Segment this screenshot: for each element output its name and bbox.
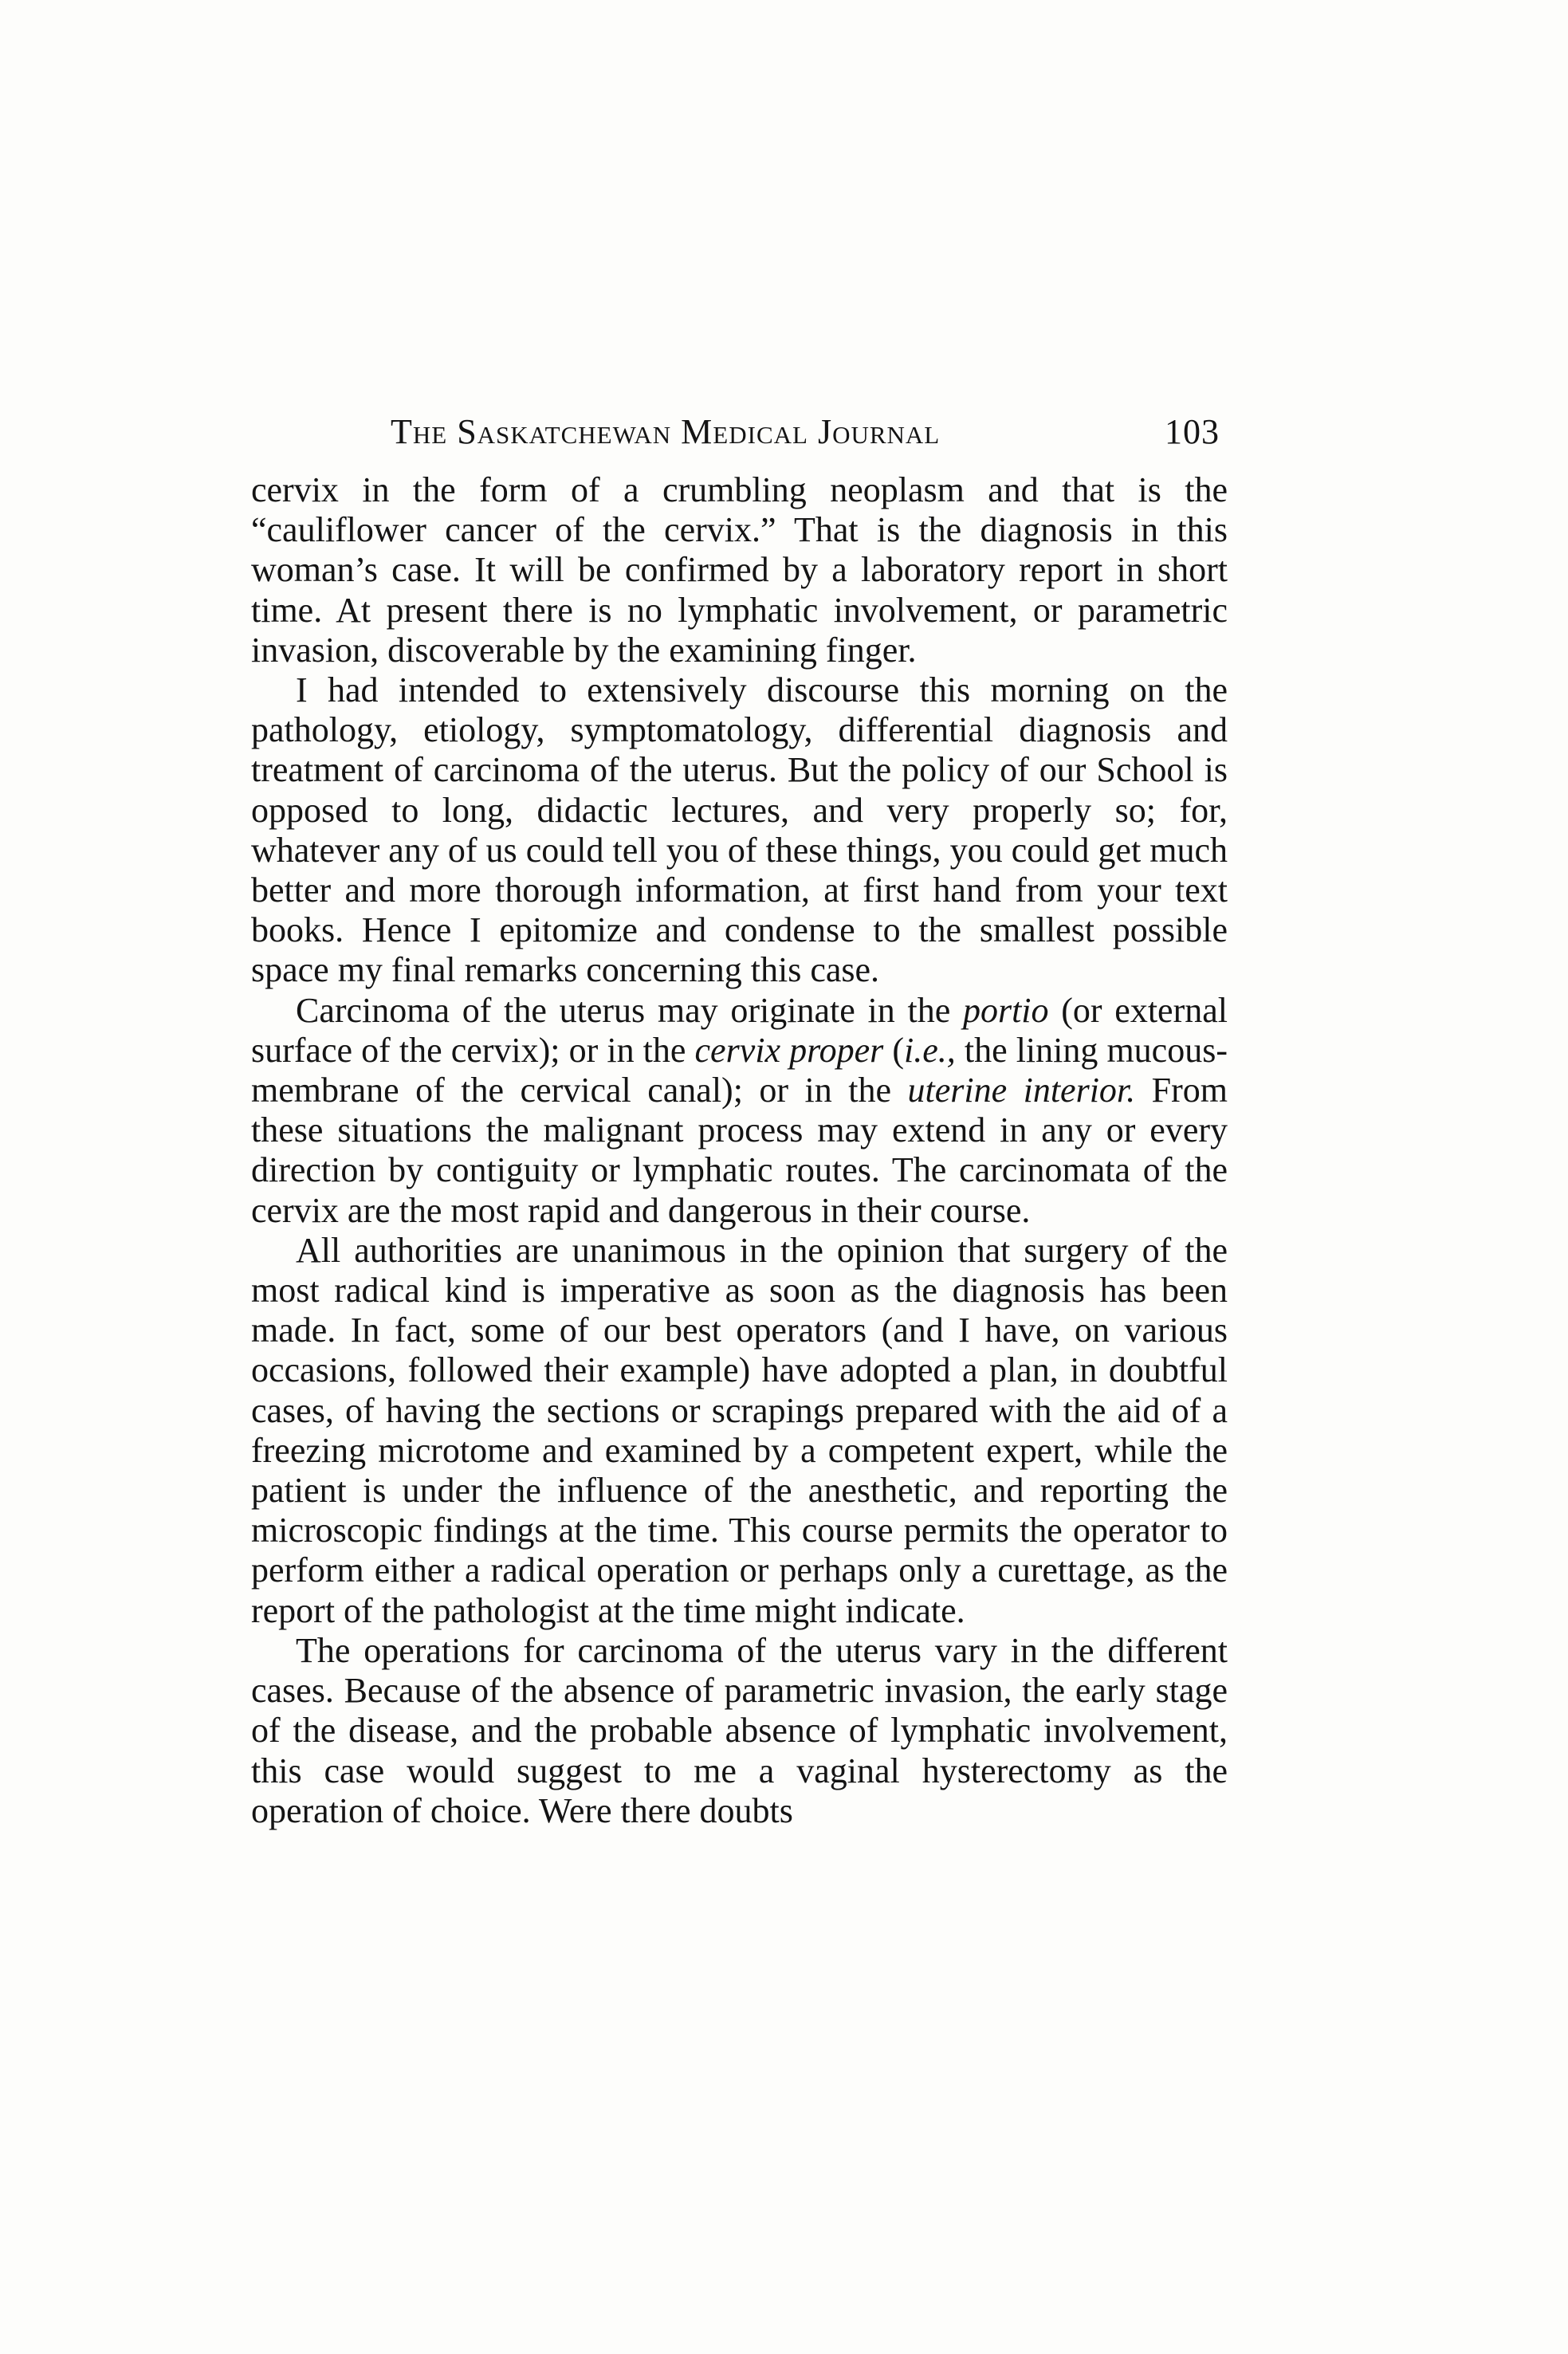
paragraph-3-text-5: From these situations the malignant process may extend in any or every direction by contiguity or lymphatic routes. The carcinomata of the cervix are the most rapid and dangerous in their course.: [251, 1071, 1228, 1230]
paragraph-3: [251, 991, 1228, 1231]
term-uterine-interior: uterine interior.: [907, 1071, 1136, 1110]
paragraph-3-text-2: (or external surface of the cervix); or in the: [251, 990, 1228, 1070]
term-portio: portio: [962, 990, 1049, 1030]
paragraph-3-text-1: Carcinoma of the uterus may originate in the: [296, 990, 963, 1030]
paragraph-2: I had intended to extensively discourse this morning on the pathology, etiology, symptomatology, differential diagnosis and treatment of carcinoma of the uterus. But the policy of our School is opposed to long, didactic lectures, and very properly so; for, whatever any of us could tell you of these things, you could get much better and more thorough information, at first hand from your text books. Hence I epitomize and condense to the smallest possible space my final remarks concerning this case.: [251, 670, 1228, 990]
paragraph-1: cervix in the form of a crumbling neoplasm and that is the “cauliflower cancer of the cervix.” That is the diagnosis in this woman’s case. It will be confirmed by a laboratory report in short time. At present there is no lymphatic involvement, or parametric invasion, discoverable by the examining finger.: [251, 470, 1228, 670]
paragraph-3-text-4: the lining mucous-membrane of the cervical canal); or in the: [251, 1030, 1228, 1110]
journal-title: The Saskatchewan Medical Journal: [391, 412, 941, 451]
paragraph-4: All authorities are unanimous in the opinion that surgery of the most radical kind is imperative as soon as the diagnosis has been made. In fact, some of our best operators (and I have, on various occasions, followed their example) have adopted a plan, in doubtful cases, of having the sections or scrapings prepared with the aid of a freezing microtome and examined by a competent expert, while the patient is under the influence of the anesthetic, and reporting the microscopic findings at the time. This course permits the operator to perform either a radical operation or perhaps only a curettage, as the report of the pathologist at the time might indicate.: [251, 1230, 1228, 1630]
page-number: 103: [1165, 412, 1220, 451]
paragraph-3-text-3: (: [883, 1030, 904, 1070]
paragraph-5: The operations for carcinoma of the uterus vary in the different cases. Because of the absence of parametric invasion, the early stage of the disease, and the probable absence of lymphatic involvement, this case would suggest to me a vaginal hysterectomy as the operation of choice. Were there doubts: [251, 1630, 1228, 1830]
term-ie: i.e.,: [903, 1030, 956, 1070]
body-text: [251, 470, 1228, 1831]
term-cervix-proper: cervix proper: [694, 1030, 884, 1070]
running-head: [391, 408, 1220, 456]
